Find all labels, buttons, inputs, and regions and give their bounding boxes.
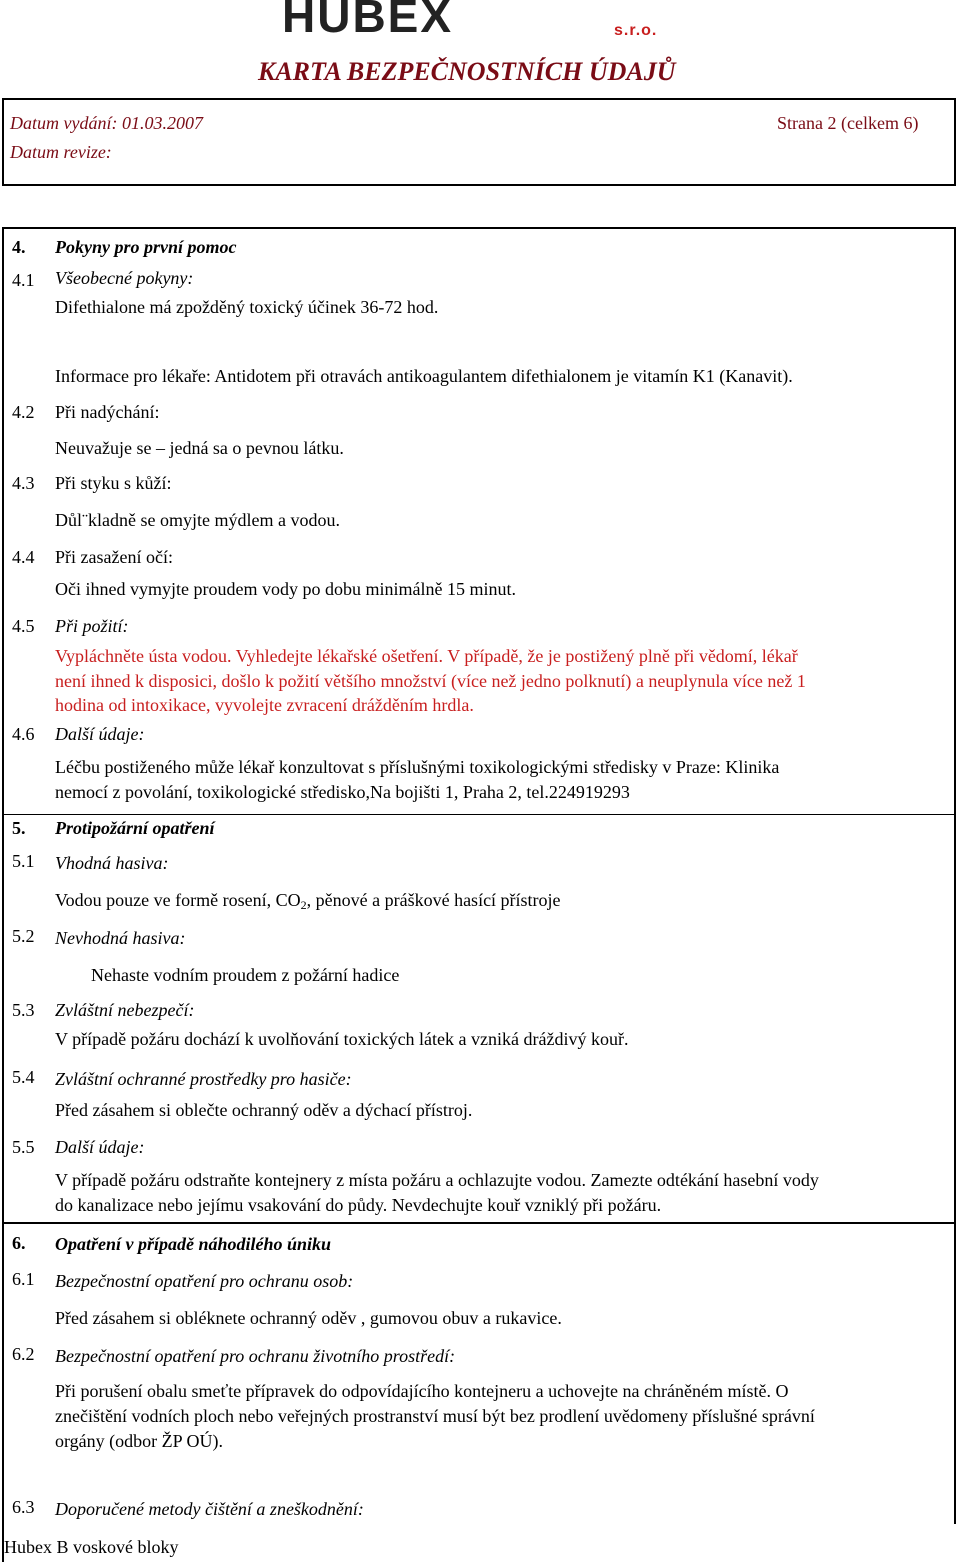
document-title: KARTA BEZPEČNOSTNÍCH ÚDAJŮ [258, 57, 676, 86]
sub-5-4-text: Před zásahem si oblečte ochranný oděv a dýchací přístroj. [55, 1100, 473, 1120]
sub-4-1-text-1: Difethialone má zpožděný toxický účinek 36-72 hod. [55, 297, 439, 317]
section-6-divider [2, 1222, 956, 1224]
sub-4-2-number: 4.2 [12, 402, 35, 422]
header-box [2, 98, 956, 186]
sub-4-1-text-2: Informace pro lékaře: Antidotem při otravách antikoagulantem difethialonem je vitamín K1 (Kanavit). [55, 366, 793, 386]
sub-6-3-number: 6.3 [12, 1497, 35, 1517]
issue-date: Datum vydání: 01.03.2007 [10, 113, 203, 133]
sub-5-4-number: 5.4 [12, 1067, 35, 1087]
sub-6-2-title: Bezpečnostní opatření pro ochranu životního prostředí: [55, 1346, 456, 1366]
section-6-number: 6. [12, 1233, 26, 1253]
sub-5-3-title: Zvláštní nebezpečí: [55, 1000, 195, 1020]
sub-6-3-title: Doporučené metody čištění a zneškodnění: [55, 1499, 364, 1519]
sub-4-3-number: 4.3 [12, 473, 35, 493]
sub-4-3-title: Při styku s kůží: [55, 473, 172, 493]
footer-product-name: Hubex B voskové bloky [4, 1537, 179, 1557]
sub-5-5-line-1: V případě požáru odstraňte kontejnery z místa požáru a ochlazujte vodou. Zamezte odtékání hasební vody [55, 1170, 819, 1190]
sub-4-4-text: Oči ihned vymyjte proudem vody po dobu minimálně 15 minut. [55, 579, 516, 599]
sub-6-1-text: Před zásahem si obléknete ochranný oděv , gumovou obuv a rukavice. [55, 1308, 562, 1328]
sub-5-1-number: 5.1 [12, 851, 35, 871]
sub-4-4-title: Při zasažení očí: [55, 547, 173, 567]
sub-5-2-text: Nehaste vodním proudem z požární hadice [91, 965, 400, 985]
sub-5-5-title: Další údaje: [55, 1137, 145, 1157]
sub-4-5-line-1: Vypláchněte ústa vodou. Vyhledejte lékařské ošetření. V případě, že je postižený plně při vědomí, lékař [55, 646, 798, 666]
sub-4-1-title: Všeobecné pokyny: [55, 268, 194, 288]
sub-4-2-title: Při nadýchání: [55, 402, 160, 422]
sub-5-5-number: 5.5 [12, 1137, 35, 1157]
sub-6-2-line-2: znečištění vodních ploch nebo veřejných prostranství musí být bez prodlení uvědomeny příslušné správní [55, 1406, 815, 1426]
sub-5-2-number: 5.2 [12, 926, 35, 946]
section-5-divider [2, 814, 956, 815]
revision-date: Datum revize: [10, 142, 112, 162]
sub-4-6-number: 4.6 [12, 724, 35, 744]
sub-4-6-line-2: nemocí z povolání, toxikologické středisko,Na bojišti 1, Praha 2, tel.224919293 [55, 782, 630, 802]
sub-5-3-number: 5.3 [12, 1000, 35, 1020]
sub-5-1-text-b: , pěnové a práškové hasící přístroje [306, 890, 561, 910]
sub-4-1-number: 4.1 [12, 270, 35, 290]
sub-4-3-text: Důl¨kladně se omyjte mýdlem a vodou. [55, 510, 340, 530]
sub-6-2-line-3: orgány (odbor ŽP OÚ). [55, 1431, 223, 1451]
sub-5-2-title: Nevhodná hasiva: [55, 928, 186, 948]
sub-5-1-text-subscript: 2 [300, 898, 307, 912]
sub-6-1-title: Bezpečnostní opatření pro ochranu osob: [55, 1271, 354, 1291]
sub-4-2-text: Neuvažuje se – jedná sa o pevnou látku. [55, 438, 344, 458]
logo-sro: s.r.o. [614, 22, 658, 39]
section-4-title: Pokyny pro první pomoc [55, 237, 237, 257]
page-number: Strana 2 (celkem 6) [777, 113, 919, 133]
frame-left-border [2, 814, 4, 1562]
sub-4-6-line-1: Léčbu postiženého může lékař konzultovat s příslušnými toxikologickými středisky v Praze: Klinika [55, 757, 780, 777]
section-6-title: Opatření v případě náhodilého úniku [55, 1234, 332, 1254]
sub-6-1-number: 6.1 [12, 1269, 35, 1289]
section-5-title: Protipožární opatření [55, 818, 215, 838]
sub-6-2-number: 6.2 [12, 1344, 35, 1364]
company-logo [282, 2, 672, 42]
sub-4-5-number: 4.5 [12, 616, 35, 636]
sub-5-4-title: Zvláštní ochranné prostředky pro hasiče: [55, 1069, 352, 1089]
sub-4-5-line-3: hodina od intoxikace, vyvolejte zvracení drážděním hrdla. [55, 695, 474, 715]
sub-4-5-line-2: není ihned k disposici, došlo k požití většího množství (více než jedno polknutí) a neuplynula více než 1 [55, 671, 806, 691]
frame-right-border [954, 814, 956, 1524]
sub-5-1-text [55, 890, 561, 912]
section-4-number: 4. [12, 237, 26, 257]
sub-5-5-line-2: do kanalizace nebo jejímu vsakování do půdy. Nevdechujte kouř vzniklý při požáru. [55, 1195, 662, 1215]
sub-4-5-title: Při požití: [55, 616, 129, 636]
sub-5-1-text-a: Vodou pouze ve formě rosení, CO [55, 890, 301, 910]
logo-text: HUBEX [282, 0, 454, 42]
sub-6-2-line-1: Při porušení obalu smeťte přípravek do odpovídajícího kontejneru a uchovejte na chráněném místě. O [55, 1381, 789, 1401]
sub-5-3-text: V případě požáru dochází k uvolňování toxických látek a vzniká dráždivý kouř. [55, 1029, 629, 1049]
sub-4-6-title: Další údaje: [55, 724, 145, 744]
sub-4-4-number: 4.4 [12, 547, 35, 567]
sub-5-1-title: Vhodná hasiva: [55, 853, 169, 873]
section-5-number: 5. [12, 818, 26, 838]
